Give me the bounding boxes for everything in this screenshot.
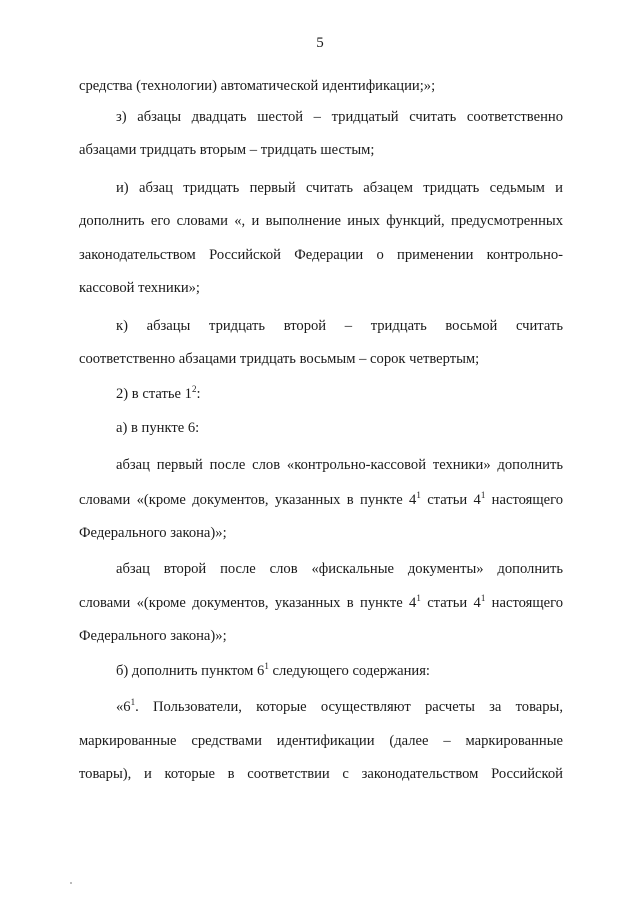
text-line: маркированные средствами идентификации (далее – маркированные — [79, 733, 563, 749]
text-line: 2) в статье $1^2$: — [116, 384, 201, 402]
text-line: а) в пункте 6: — [116, 420, 200, 436]
text-line: Федерального закона)»; — [79, 525, 227, 541]
text-line: абзац второй после слов «фискальные документы» дополнить — [116, 561, 563, 577]
scan-speck — [70, 882, 72, 884]
text-line: законодательством Российской Федерации о применении контрольно- — [79, 247, 563, 263]
text-line: дополнить его словами «, и выполнение иных функций, предусмотренных — [79, 213, 563, 229]
text-line: словами «(кроме документов, указанных в пункте $4^1$ статьи $4^1$ настоящего — [79, 490, 563, 508]
text-line: средства (технологии) автоматической идентификации;»; — [79, 78, 436, 94]
text-line: товары), и которые в соответствии с законодательством Российской — [79, 766, 563, 782]
text-line: кассовой техники»; — [79, 280, 200, 296]
text-line: словами «(кроме документов, указанных в пункте $4^1$ статьи $4^1$ настоящего — [79, 593, 563, 611]
text-line: соответственно абзацами тридцать восьмым – сорок четвертым; — [79, 351, 480, 367]
text-line: и) абзац тридцать первый считать абзацем тридцать седьмым и — [116, 180, 563, 196]
text-line: абзацами тридцать вторым – тридцать шестым; — [79, 142, 375, 158]
text-line: б) дополнить пунктом $6^1$ следующего содержания: — [116, 661, 430, 679]
page-number: 5 — [316, 35, 324, 51]
text-line: з) абзацы двадцать шестой – тридцатый считать соответственно — [116, 109, 563, 125]
text-line: к) абзацы тридцать второй – тридцать восьмой считать — [116, 318, 563, 334]
text-line: абзац первый после слов «контрольно-кассовой техники» дополнить — [116, 457, 563, 473]
text-line: «$6^1$. Пользователи, которые осуществляют расчеты за товары, — [116, 697, 563, 715]
text-line: Федерального закона)»; — [79, 628, 227, 644]
